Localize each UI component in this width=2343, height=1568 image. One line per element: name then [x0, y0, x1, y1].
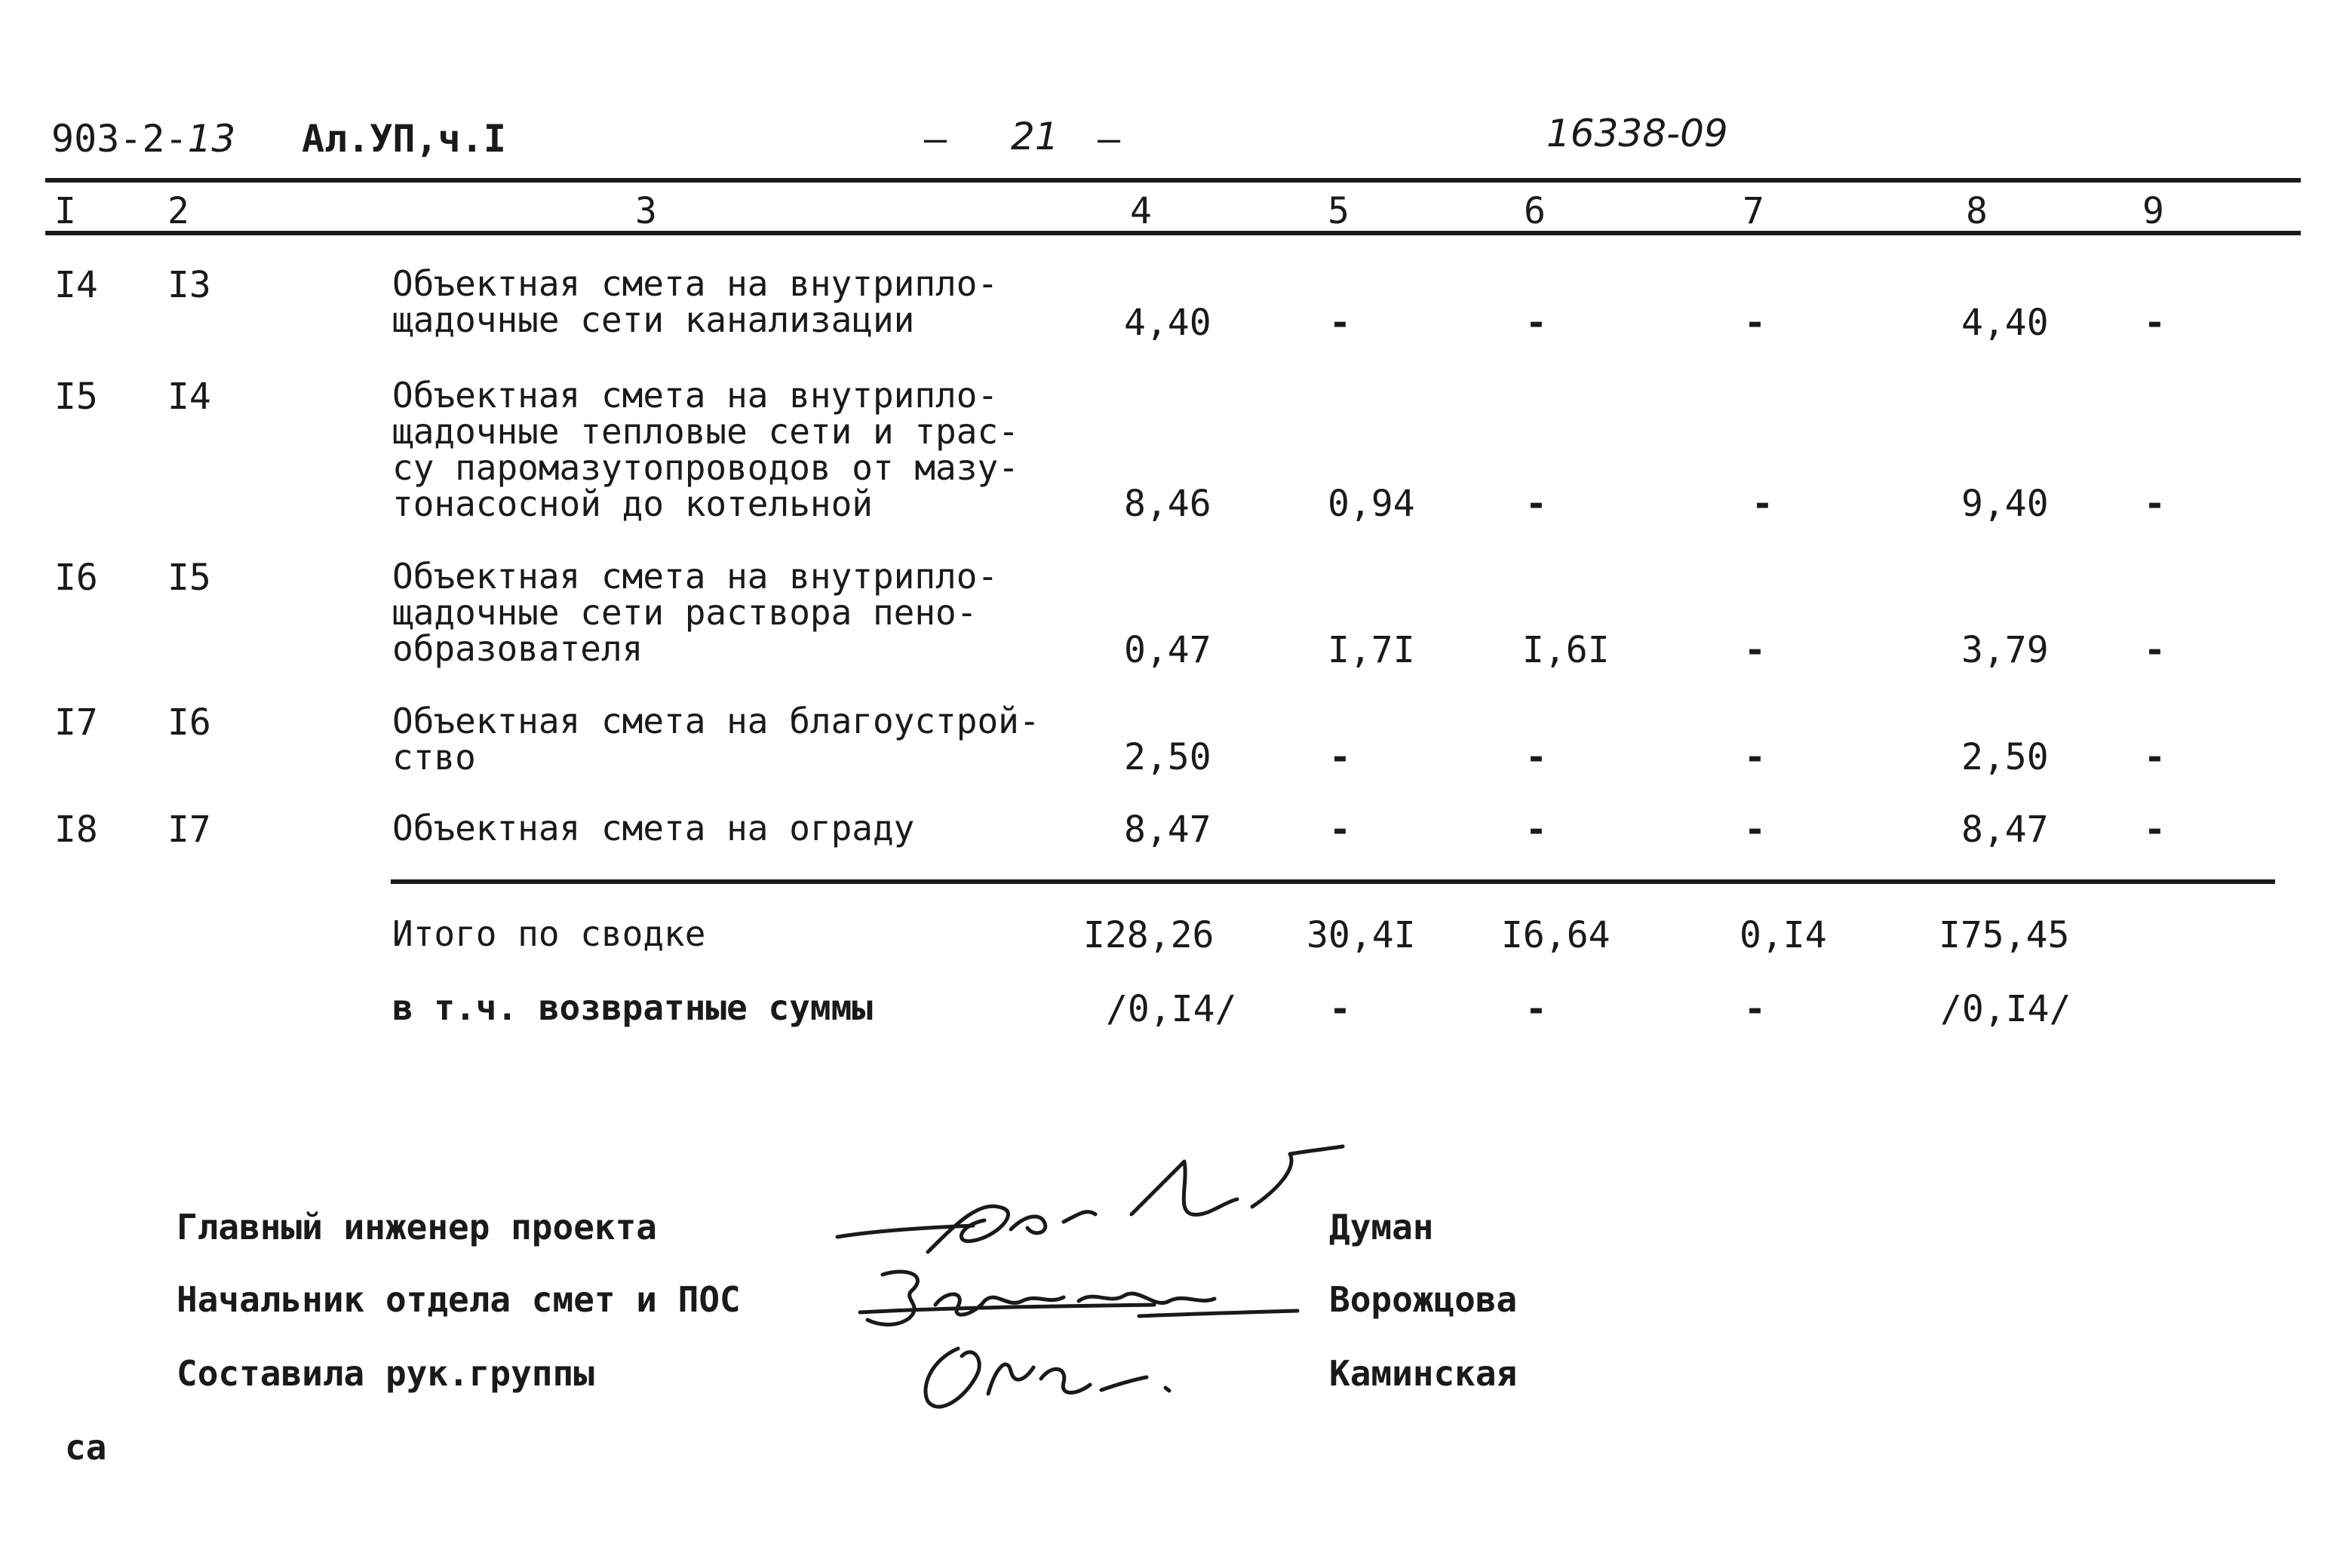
- cell-col7: -: [1744, 736, 1766, 778]
- signature-group-head: [905, 1326, 1192, 1424]
- cell-col8: 9,40: [1961, 483, 2049, 525]
- cell-col5: -: [1329, 809, 1351, 851]
- cell-col9: -: [2144, 736, 2166, 778]
- cell-col9: -: [2144, 302, 2166, 344]
- row-description: Объектная смета на внутрипло- щадочные сети раствора пено- образователя: [392, 556, 999, 669]
- cell-col8: 3,79: [1961, 629, 2049, 671]
- cell-col9: -: [2144, 809, 2166, 851]
- item-number: I5: [167, 557, 211, 599]
- total-col8: I75,45: [1939, 914, 2070, 956]
- signatory-name: Ворожцова: [1329, 1279, 1518, 1320]
- column-number-2: 2: [167, 190, 189, 232]
- page-dash-left: –: [924, 117, 947, 161]
- item-number: I7: [167, 809, 211, 851]
- album-label: Ал.УП,ч.I: [302, 117, 506, 161]
- totals-label: Итого по сводке: [392, 913, 706, 954]
- cell-col5: I,7I: [1328, 629, 1415, 671]
- returns-col6: -: [1525, 988, 1547, 1030]
- column-number-4: 4: [1130, 190, 1152, 232]
- cell-col7: -: [1744, 302, 1766, 344]
- column-header-rule: [45, 231, 2301, 235]
- totals-rule: [391, 879, 2275, 884]
- row-number: I8: [54, 809, 98, 851]
- cell-col5: -: [1329, 302, 1351, 344]
- cell-col4: 8,46: [1124, 483, 1211, 525]
- cell-col4: 4,40: [1124, 302, 1211, 344]
- row-number: I7: [54, 701, 98, 744]
- page-dash-right: –: [1098, 117, 1121, 161]
- cell-col4: 2,50: [1124, 736, 1211, 778]
- cell-col6: -: [1525, 302, 1547, 344]
- cell-col7: -: [1744, 629, 1766, 671]
- sheet-number: 16338-09: [1546, 112, 1728, 155]
- row-number: I5: [54, 376, 98, 418]
- column-number-7: 7: [1743, 190, 1764, 232]
- doc-code: [51, 117, 235, 161]
- doc-code-print: 903-2-: [51, 117, 188, 161]
- cell-col6: -: [1525, 483, 1547, 525]
- total-col6: I6,64: [1501, 914, 1611, 956]
- item-number: I3: [167, 264, 211, 306]
- cell-col9: -: [2144, 629, 2166, 671]
- top-rule: [45, 178, 2301, 183]
- signatory-role: Составила рук.группы: [177, 1353, 594, 1394]
- total-col4: I28,26: [1083, 914, 1214, 956]
- page-number: 21: [1011, 115, 1059, 158]
- item-number: I4: [167, 376, 211, 418]
- row-description: Объектная смета на внутрипло- щадочные тепловые сети и трас- су паромазутопроводов от мазу- тонасосной до котельной: [392, 375, 1019, 524]
- cell-col8: 4,40: [1961, 302, 2049, 344]
- item-number: I6: [167, 701, 211, 744]
- row-description: Объектная смета на ограду: [392, 808, 915, 848]
- row-description: Объектная смета на благоустрой- ство: [392, 701, 1040, 778]
- cell-col6: I,6I: [1522, 629, 1610, 671]
- returns-label: в т.ч. возвратные суммы: [392, 987, 873, 1028]
- cell-col7: -: [1744, 809, 1766, 851]
- cell-col4: 8,47: [1124, 809, 1211, 851]
- cell-col4: 0,47: [1124, 629, 1211, 671]
- total-col7: 0,I4: [1740, 914, 1827, 956]
- cell-col6: -: [1525, 736, 1547, 778]
- cell-col9: -: [2144, 483, 2166, 525]
- row-number: I6: [54, 557, 98, 599]
- cell-col8: 8,47: [1961, 809, 2049, 851]
- column-number-3: 3: [635, 190, 657, 232]
- returns-col5: -: [1329, 988, 1351, 1030]
- returns-col7: -: [1744, 988, 1766, 1030]
- signatory-name: Думан: [1329, 1207, 1434, 1247]
- signatory-role: Главный инженер проекта: [177, 1207, 657, 1247]
- returns-col4: /0,I4/: [1106, 988, 1237, 1030]
- column-number-5: 5: [1328, 190, 1350, 232]
- column-number-8: 8: [1966, 190, 1988, 232]
- total-col5: 30,4I: [1307, 914, 1416, 956]
- cell-col5: 0,94: [1328, 483, 1415, 525]
- signature-chief-engineer: [830, 1139, 1358, 1267]
- signatory-role: Начальник отдела смет и ПОС: [177, 1279, 741, 1320]
- footer-mark: са: [65, 1427, 107, 1468]
- cell-col7: -: [1752, 483, 1773, 525]
- cell-col8: 2,50: [1961, 736, 2049, 778]
- row-number: I4: [54, 264, 98, 306]
- column-number-6: 6: [1524, 190, 1546, 232]
- cell-col6: -: [1525, 809, 1547, 851]
- column-number-1: I: [54, 190, 76, 232]
- returns-col8: /0,I4/: [1940, 988, 2071, 1030]
- cell-col5: -: [1329, 736, 1351, 778]
- row-description: Объектная смета на внутрипло- щадочные сети канализации: [392, 263, 999, 340]
- column-number-9: 9: [2142, 190, 2164, 232]
- doc-code-hand: 13: [187, 117, 236, 161]
- signatory-name: Каминская: [1329, 1353, 1518, 1394]
